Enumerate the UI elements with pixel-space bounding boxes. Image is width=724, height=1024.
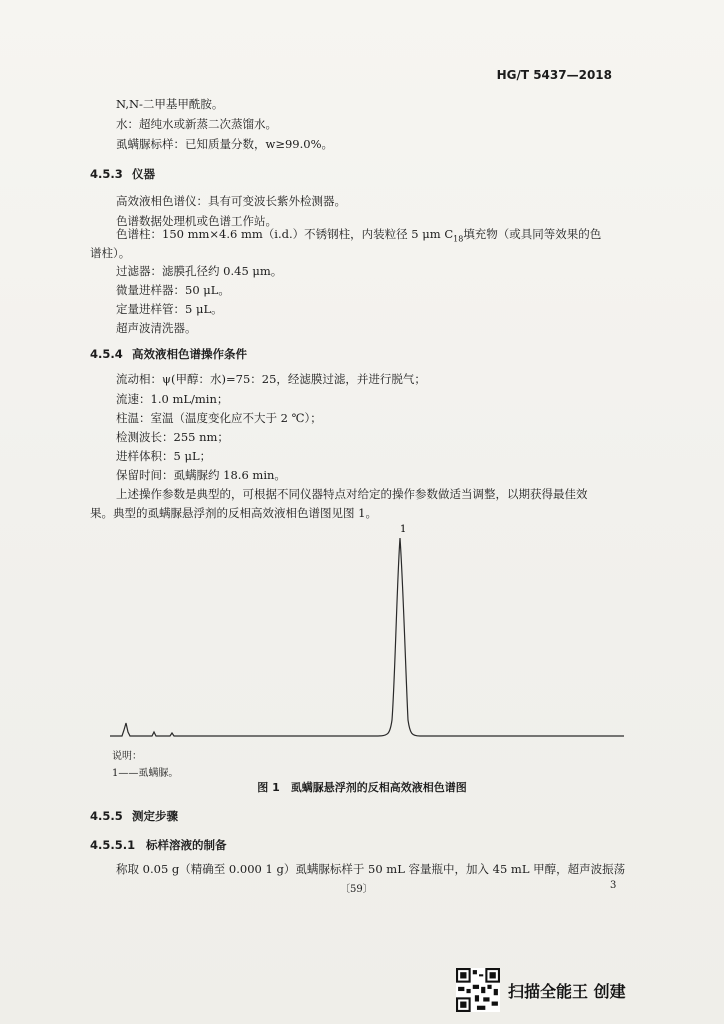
column-text: 色谱柱：150 mm×4.6 mm（i.d.）不锈钢柱，内装粒径 5 μm C xyxy=(116,227,454,241)
condition-retention: 保留时间：虱螨脲约 18.6 min。 xyxy=(116,468,286,482)
chromatogram-chart xyxy=(108,520,628,750)
instrument-column xyxy=(116,226,601,247)
section-number: 4.5.5 xyxy=(90,809,123,823)
section-number: 4.5.3 xyxy=(90,167,123,181)
instrument-hplc: 高效液相色谱仪：具有可变波长紫外检测器。 xyxy=(116,194,346,208)
condition-volume: 进样体积：5 μL； xyxy=(116,449,212,463)
condition-wavelength: 检测波长：255 nm； xyxy=(116,430,229,444)
column-subscript: 18 xyxy=(453,234,464,244)
subsection-number: 4.5.5.1 xyxy=(90,838,136,852)
section-4-5-4-heading xyxy=(90,346,247,362)
instrument-ultrasonic: 超声波清洗器。 xyxy=(116,321,197,335)
qr-code-icon xyxy=(456,968,500,1012)
section-title: 高效液相色谱操作条件 xyxy=(132,347,247,361)
instrument-loop: 定量进样管：5 μL。 xyxy=(116,302,223,316)
standard-code: HG/T 5437—2018 xyxy=(496,68,612,82)
figure-caption: 图 1 虱螨脲悬浮剂的反相高效液相色谱图 xyxy=(257,781,467,794)
preparation-text: 称取 0.05 g（精确至 0.000 1 g）虱螨脲标样于 50 mL 容量瓶中，加入 45 mL 甲醇，超声波振荡 xyxy=(116,862,626,876)
instrument-column-cont: 谱柱）。 xyxy=(90,246,131,260)
chromatogram-trace xyxy=(110,538,624,736)
legend-entry: 1——虱螨脲。 xyxy=(112,768,179,779)
condition-temp: 柱温：室温（温度变化应不大于 2 ℃）； xyxy=(116,411,322,425)
page-number-center: 〔59〕 xyxy=(340,884,373,895)
section-4-5-5-heading xyxy=(90,808,178,824)
condition-flow: 流速：1.0 mL/min； xyxy=(116,392,229,406)
legend-title: 说明： xyxy=(112,751,142,762)
condition-mobile-phase: 流动相：ψ(甲醇：水)=75：25，经滤膜过滤，并进行脱气； xyxy=(116,372,426,386)
peak-label: 1 xyxy=(400,524,407,535)
scanner-label: 扫描全能王 创建 xyxy=(508,981,626,1001)
section-number: 4.5.4 xyxy=(90,347,123,361)
instrument-syringe: 微量进样器：50 μL。 xyxy=(116,283,230,297)
instrument-workstation: 色谱数据处理机或色谱工作站。 xyxy=(116,214,277,228)
reagent-water: 水：超纯水或新蒸二次蒸馏水。 xyxy=(116,117,277,131)
scanner-watermark xyxy=(456,968,626,1012)
section-title: 测定步骤 xyxy=(132,809,178,823)
subsection-title: 标样溶液的制备 xyxy=(146,838,227,852)
section-title: 仪器 xyxy=(132,167,155,181)
section-4-5-5-1-heading xyxy=(90,837,227,853)
instrument-filter: 过滤器：滤膜孔径约 0.45 μm。 xyxy=(116,264,283,278)
page-number-right: 3 xyxy=(610,880,617,891)
section-4-5-3-heading xyxy=(90,166,155,182)
reagent-dmf: N,N-二甲基甲酰胺。 xyxy=(116,97,224,111)
paragraph-line-2: 果。典型的虱螨脲悬浮剂的反相高效液相色谱图见图 1。 xyxy=(90,506,377,520)
paragraph-line-1: 上述操作参数是典型的，可根据不同仪器特点对给定的操作参数做适当调整，以期获得最佳效 xyxy=(116,487,588,501)
column-tail: 填充物（或具同等效果的色 xyxy=(463,227,602,241)
reagent-standard: 虱螨脲标样：已知质量分数，w≥99.0%。 xyxy=(116,137,334,151)
